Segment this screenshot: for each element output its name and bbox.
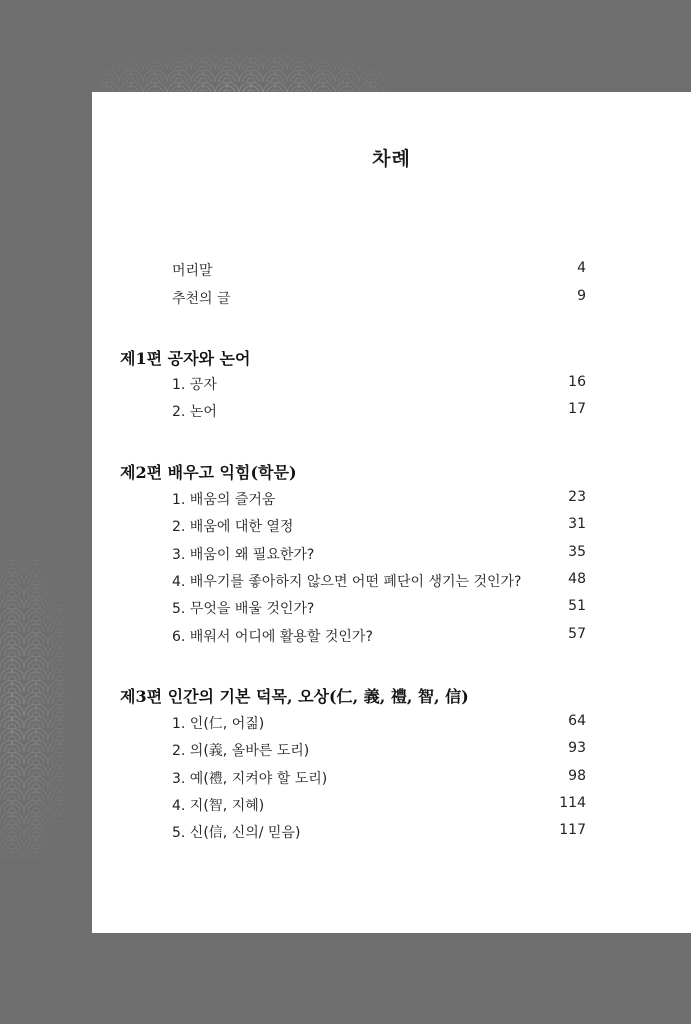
toc-entry-label: 5. 신(信, 신의/ 믿음) [172, 825, 301, 841]
toc-entry-page-number: 117 [559, 822, 586, 838]
toc-entry[interactable] [172, 489, 586, 511]
toc-entry-recommendation[interactable] [172, 288, 586, 310]
page-title: 차례 [372, 148, 411, 170]
decorative-wave-pattern-left [0, 560, 92, 860]
toc-entry[interactable] [172, 516, 586, 538]
toc-entry-page-number: 114 [559, 795, 586, 811]
wave-pattern-icon [95, 22, 385, 92]
toc-entry-page-number: 16 [568, 374, 586, 390]
toc-entry[interactable] [172, 401, 586, 423]
toc-entry-label: 6. 배워서 어디에 활용할 것인가? [172, 629, 373, 645]
section-heading-part-2[interactable]: 제2편 배우고 익힘(학문) [120, 463, 297, 482]
toc-entry[interactable] [172, 713, 586, 735]
toc-entry[interactable] [172, 571, 586, 593]
toc-entry-preface[interactable] [172, 260, 586, 282]
wave-pattern-icon [0, 560, 92, 860]
section-heading-part-1[interactable]: 제1편 공자와 논어 [120, 349, 251, 368]
toc-page [92, 92, 691, 933]
toc-entry-page-number: 9 [577, 288, 586, 304]
toc-entry[interactable] [172, 374, 586, 396]
toc-entry[interactable] [172, 626, 586, 648]
toc-entry-label: 2. 의(義, 올바른 도리) [172, 743, 310, 759]
toc-entry-page-number: 57 [568, 626, 586, 642]
toc-entry-label: 4. 배우기를 좋아하지 않으면 어떤 폐단이 생기는 것인가? [172, 574, 522, 590]
toc-entry-label: 1. 인(仁, 어짊) [172, 716, 265, 732]
toc-entry-label: 2. 배움에 대한 열정 [172, 519, 294, 535]
toc-entry-page-number: 98 [568, 768, 586, 784]
toc-entry-label: 2. 논어 [172, 404, 217, 420]
toc-entry[interactable] [172, 822, 586, 844]
toc-entry-label: 추천의 글 [172, 291, 231, 307]
toc-entry-label: 1. 공자 [172, 377, 217, 393]
toc-entry-page-number: 64 [568, 713, 586, 729]
toc-entry-label: 4. 지(智, 지혜) [172, 798, 265, 814]
toc-entry-label: 3. 배움이 왜 필요한가? [172, 547, 315, 563]
toc-entry-page-number: 17 [568, 401, 586, 417]
section-heading-part-3[interactable]: 제3편 인간의 기본 덕목, 오상(仁, 義, 禮, 智, 信) [120, 687, 469, 706]
toc-entry-page-number: 31 [568, 516, 586, 532]
toc-entry-page-number: 35 [568, 544, 586, 560]
toc-entry-page-number: 51 [568, 598, 586, 614]
toc-entry[interactable] [172, 795, 586, 817]
toc-entry[interactable] [172, 544, 586, 566]
toc-entry-label: 3. 예(禮, 지켜야 할 도리) [172, 771, 328, 787]
toc-entry-page-number: 93 [568, 740, 586, 756]
toc-entry-label: 1. 배움의 즐거움 [172, 492, 276, 508]
toc-entry[interactable] [172, 598, 586, 620]
toc-entry-page-number: 23 [568, 489, 586, 505]
toc-entry-label: 5. 무엇을 배울 것인가? [172, 601, 315, 617]
toc-entry[interactable] [172, 740, 586, 762]
toc-entry-page-number: 48 [568, 571, 586, 587]
toc-entry-page-number: 4 [577, 260, 586, 276]
toc-entry-label: 머리말 [172, 263, 213, 279]
decorative-wave-pattern-top [95, 22, 385, 92]
toc-entry[interactable] [172, 768, 586, 790]
